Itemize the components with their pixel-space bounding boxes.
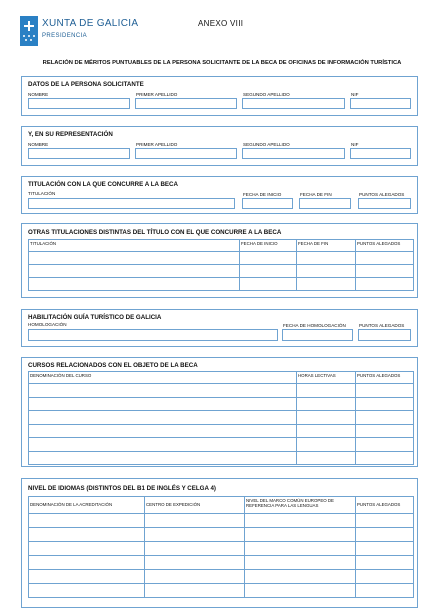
- table-cell[interactable]: [356, 542, 414, 556]
- courses-section-title: CURSOS RELACIONADOS CON EL OBJETO DE LA BECA: [28, 362, 198, 369]
- page-title: RELACIÓN DE MÉRITOS PUNTUABLES DE LA PERSONA SOLICITANTE DE LA BECA DE OFICINAS DE INFORMACIÓN TURÍSTICA: [42, 60, 402, 66]
- xunta-emblem-icon: [20, 16, 38, 46]
- other-degrees-col-end: FECHA DE FIN: [297, 240, 356, 252]
- table-row: [29, 451, 414, 465]
- table-cell[interactable]: [145, 584, 245, 598]
- table-row: [29, 384, 414, 398]
- applicant-surname1-label: PRIMER APELLIDO: [136, 92, 178, 97]
- table-row: [29, 411, 414, 425]
- languages-table: [28, 496, 414, 598]
- table-cell[interactable]: [245, 584, 356, 598]
- courses-col-hours: HORAS LECTIVAS: [297, 372, 356, 384]
- other-degrees-col-start: FECHA DE INICIO: [240, 240, 297, 252]
- table-cell[interactable]: [356, 570, 414, 584]
- languages-col-center: CENTRO DE EXPEDICIÓN: [145, 497, 245, 514]
- other-degrees-col-title: TITULACIÓN: [29, 240, 240, 252]
- table-cell[interactable]: [297, 278, 356, 291]
- table-cell[interactable]: [29, 411, 297, 425]
- languages-col-cefr-level: NIVEL DEL MARCO COMÚN EUROPEO DE REFERENCIA PARA LAS LENGUAS: [245, 497, 356, 514]
- table-cell[interactable]: [356, 265, 414, 278]
- table-row: [29, 514, 414, 528]
- representative-section: [21, 126, 418, 166]
- degree-section: [21, 176, 418, 214]
- degree-end-date-field[interactable]: [299, 198, 351, 209]
- table-cell[interactable]: [356, 528, 414, 542]
- table-cell[interactable]: [297, 438, 356, 452]
- guide-homologation-label: HOMOLOGACIÓN: [28, 322, 67, 327]
- table-cell[interactable]: [356, 424, 414, 438]
- table-row: [29, 528, 414, 542]
- degree-points-label: PUNTOS ALEGADOS: [359, 192, 405, 197]
- table-cell[interactable]: [240, 265, 297, 278]
- table-cell[interactable]: [145, 556, 245, 570]
- table-cell[interactable]: [29, 542, 145, 556]
- table-cell[interactable]: [29, 451, 297, 465]
- table-cell[interactable]: [356, 584, 414, 598]
- table-cell[interactable]: [297, 411, 356, 425]
- table-row: [29, 397, 414, 411]
- table-cell[interactable]: [297, 265, 356, 278]
- applicant-section: [21, 76, 418, 116]
- applicant-section-title: DATOS DE LA PERSONA SOLICITANTE: [28, 81, 144, 88]
- applicant-surname1-field[interactable]: [135, 98, 237, 109]
- applicant-nif-field[interactable]: [350, 98, 411, 109]
- representative-name-label: NOMBRE: [28, 142, 49, 147]
- table-cell[interactable]: [245, 514, 356, 528]
- table-cell[interactable]: [29, 514, 145, 528]
- table-row: [29, 542, 414, 556]
- table-cell[interactable]: [29, 528, 145, 542]
- table-cell[interactable]: [29, 252, 240, 265]
- guide-points-field[interactable]: [358, 329, 411, 341]
- representative-nif-field[interactable]: [350, 148, 411, 159]
- guide-homologation-field[interactable]: [28, 329, 278, 341]
- table-cell[interactable]: [297, 397, 356, 411]
- courses-col-name: DENOMINACIÓN DEL CURSO: [29, 372, 297, 384]
- table-cell[interactable]: [29, 397, 297, 411]
- representative-surname2-label: SEGUNDO APELLIDO: [243, 142, 290, 147]
- table-cell[interactable]: [145, 542, 245, 556]
- representative-section-title: Y, EN SU REPRESENTACIÓN: [28, 131, 113, 138]
- table-cell[interactable]: [297, 252, 356, 265]
- degree-field[interactable]: [28, 198, 235, 209]
- applicant-surname2-label: SEGUNDO APELLIDO: [243, 92, 290, 97]
- other-degrees-table: [28, 239, 414, 291]
- table-cell[interactable]: [29, 570, 145, 584]
- guide-points-label: PUNTOS ALEGADOS: [359, 323, 405, 328]
- table-row: [29, 252, 414, 265]
- languages-section-title: NIVEL DE IDIOMAS (DISTINTOS DEL B1 DE INGLÉS Y CELGA 4): [28, 485, 216, 492]
- languages-col-accreditation: DENOMINACIÓN DE LA ACREDITACIÓN: [29, 497, 145, 514]
- xunta-logo: [20, 15, 140, 47]
- table-cell[interactable]: [29, 438, 297, 452]
- table-cell[interactable]: [245, 542, 356, 556]
- courses-col-points: PUNTOS ALEGADOS: [356, 372, 414, 384]
- representative-surname2-field[interactable]: [242, 148, 345, 159]
- courses-section: [21, 357, 418, 467]
- representative-nif-label: NIF: [351, 142, 359, 147]
- applicant-name-label: NOMBRE: [28, 92, 49, 97]
- table-cell[interactable]: [356, 252, 414, 265]
- table-row: [29, 584, 414, 598]
- representative-name-field[interactable]: [28, 148, 130, 159]
- table-row: [29, 438, 414, 452]
- table-cell[interactable]: [356, 514, 414, 528]
- guide-homologation-date-label: FECHA DE HOMOLOGACIÓN: [283, 323, 346, 328]
- table-cell[interactable]: [29, 584, 145, 598]
- other-degrees-section: [21, 223, 418, 298]
- table-cell[interactable]: [240, 252, 297, 265]
- table-cell[interactable]: [145, 570, 245, 584]
- table-cell[interactable]: [29, 424, 297, 438]
- table-cell[interactable]: [356, 438, 414, 452]
- logo-subtitle: PRESIDENCIA: [42, 33, 88, 39]
- table-cell[interactable]: [29, 556, 145, 570]
- representative-surname1-field[interactable]: [135, 148, 237, 159]
- table-cell[interactable]: [356, 278, 414, 291]
- applicant-nif-label: NIF: [351, 92, 359, 97]
- table-cell[interactable]: [245, 556, 356, 570]
- applicant-name-field[interactable]: [28, 98, 130, 109]
- languages-section: [21, 478, 418, 608]
- degree-start-date-label: FECHA DE INICIO: [243, 192, 282, 197]
- degree-start-date-field[interactable]: [242, 198, 293, 209]
- guide-section: [21, 309, 418, 347]
- table-cell[interactable]: [356, 384, 414, 398]
- degree-section-title: TITULACIÓN CON LA QUE CONCURRE A LA BECA: [28, 181, 178, 188]
- guide-section-title: HABILITACIÓN GUÍA TURÍSTICO DE GALICIA: [28, 314, 162, 321]
- courses-table: [28, 371, 414, 465]
- table-row: [29, 424, 414, 438]
- table-cell[interactable]: [29, 384, 297, 398]
- table-cell[interactable]: [356, 556, 414, 570]
- other-degrees-section-title: OTRAS TITULACIONES DISTINTAS DEL TÍTULO CON EL QUE CONCURRE A LA BECA: [28, 229, 282, 236]
- guide-homologation-date-field[interactable]: [282, 329, 353, 341]
- representative-surname1-label: PRIMER APELLIDO: [136, 142, 178, 147]
- table-cell[interactable]: [356, 411, 414, 425]
- table-cell[interactable]: [356, 397, 414, 411]
- table-cell[interactable]: [29, 265, 240, 278]
- table-row: [29, 265, 414, 278]
- table-cell[interactable]: [240, 278, 297, 291]
- annex-label: ANEXO VIII: [198, 19, 244, 28]
- table-cell[interactable]: [356, 451, 414, 465]
- applicant-surname2-field[interactable]: [242, 98, 345, 109]
- table-cell[interactable]: [145, 514, 245, 528]
- table-cell[interactable]: [297, 451, 356, 465]
- table-row: [29, 556, 414, 570]
- table-cell[interactable]: [29, 278, 240, 291]
- table-cell[interactable]: [297, 424, 356, 438]
- degree-label: TITULACIÓN: [28, 191, 56, 196]
- table-cell[interactable]: [297, 384, 356, 398]
- degree-end-date-label: FECHA DE FIN: [300, 192, 332, 197]
- table-cell[interactable]: [245, 570, 356, 584]
- table-row: [29, 570, 414, 584]
- table-cell[interactable]: [145, 528, 245, 542]
- languages-col-points: PUNTOS ALEGADOS: [356, 497, 414, 514]
- table-row: [29, 278, 414, 291]
- degree-points-field[interactable]: [358, 198, 411, 209]
- table-cell[interactable]: [245, 528, 356, 542]
- logo-name: XUNTA DE GALICIA: [42, 18, 139, 29]
- other-degrees-col-points: PUNTOS ALEGADOS: [356, 240, 414, 252]
